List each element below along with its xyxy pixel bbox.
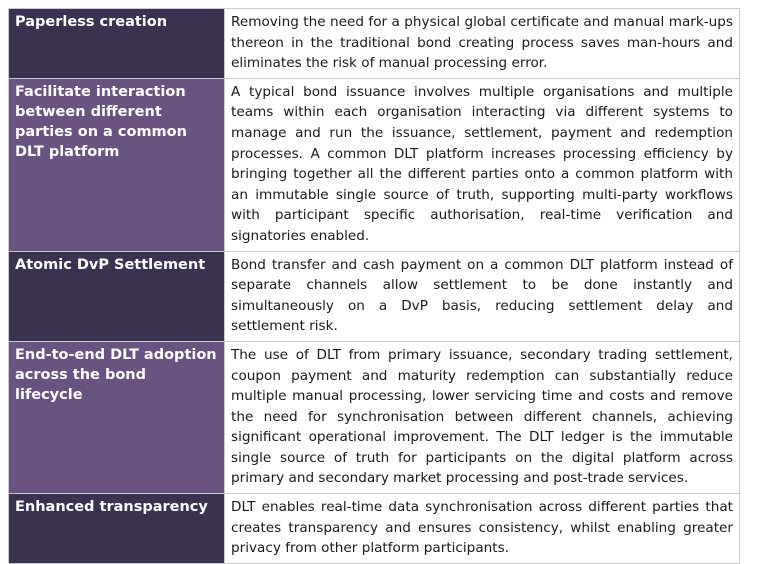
table-row bbox=[9, 494, 740, 564]
row-label-enhanced-transparency: Enhanced transparency bbox=[9, 494, 225, 564]
table-row bbox=[9, 251, 740, 341]
table-row bbox=[9, 9, 740, 79]
table-row bbox=[9, 341, 740, 493]
row-description-paperless-creation: Removing the need for a physical global certificate and manual mark-ups thereon in the traditional bond creating process saves man-hours and eliminates the risk of manual processing error. bbox=[225, 9, 740, 79]
benefits-table bbox=[8, 8, 740, 564]
row-label-atomic-dvp-settlement: Atomic DvP Settlement bbox=[9, 251, 225, 341]
row-label-facilitate-interaction: Facilitate interaction between different parties on a common DLT platform bbox=[9, 78, 225, 251]
row-label-paperless-creation: Paperless creation bbox=[9, 9, 225, 79]
table-row bbox=[9, 78, 740, 251]
row-description-atomic-dvp-settlement: Bond transfer and cash payment on a common DLT platform instead of separate channels allow settlement to be done instantly and simultaneously on a DvP basis, reducing settlement delay and settlement risk. bbox=[225, 251, 740, 341]
row-description-facilitate-interaction: A typical bond issuance involves multiple organisations and multiple teams within each organisation interacting via different systems to manage and run the issuance, settlement, payment and redemption processes. A common DLT platform increases processing efficiency by bringing together all the different parties onto a common platform with an immutable single source of truth, supporting multi-party workflows with participant specific authorisation, real-time verification and signatories enabled. bbox=[225, 78, 740, 251]
row-description-enhanced-transparency: DLT enables real-time data synchronisation across different parties that creates transparency and ensures consistency, whilst enabling greater privacy from other platform participants. bbox=[225, 494, 740, 564]
row-description-end-to-end-dlt-adoption: The use of DLT from primary issuance, secondary trading settlement, coupon payment and maturity redemption can substantially reduce multiple manual processing, lower servicing time and costs and remove the need for synchronisation between different channels, achieving significant operational improvement. The DLT ledger is the immutable single source of truth for participants on the digital platform across primary and secondary market processing and post-trade services. bbox=[225, 341, 740, 493]
row-label-end-to-end-dlt-adoption: End-to-end DLT adoption across the bond lifecycle bbox=[9, 341, 225, 493]
